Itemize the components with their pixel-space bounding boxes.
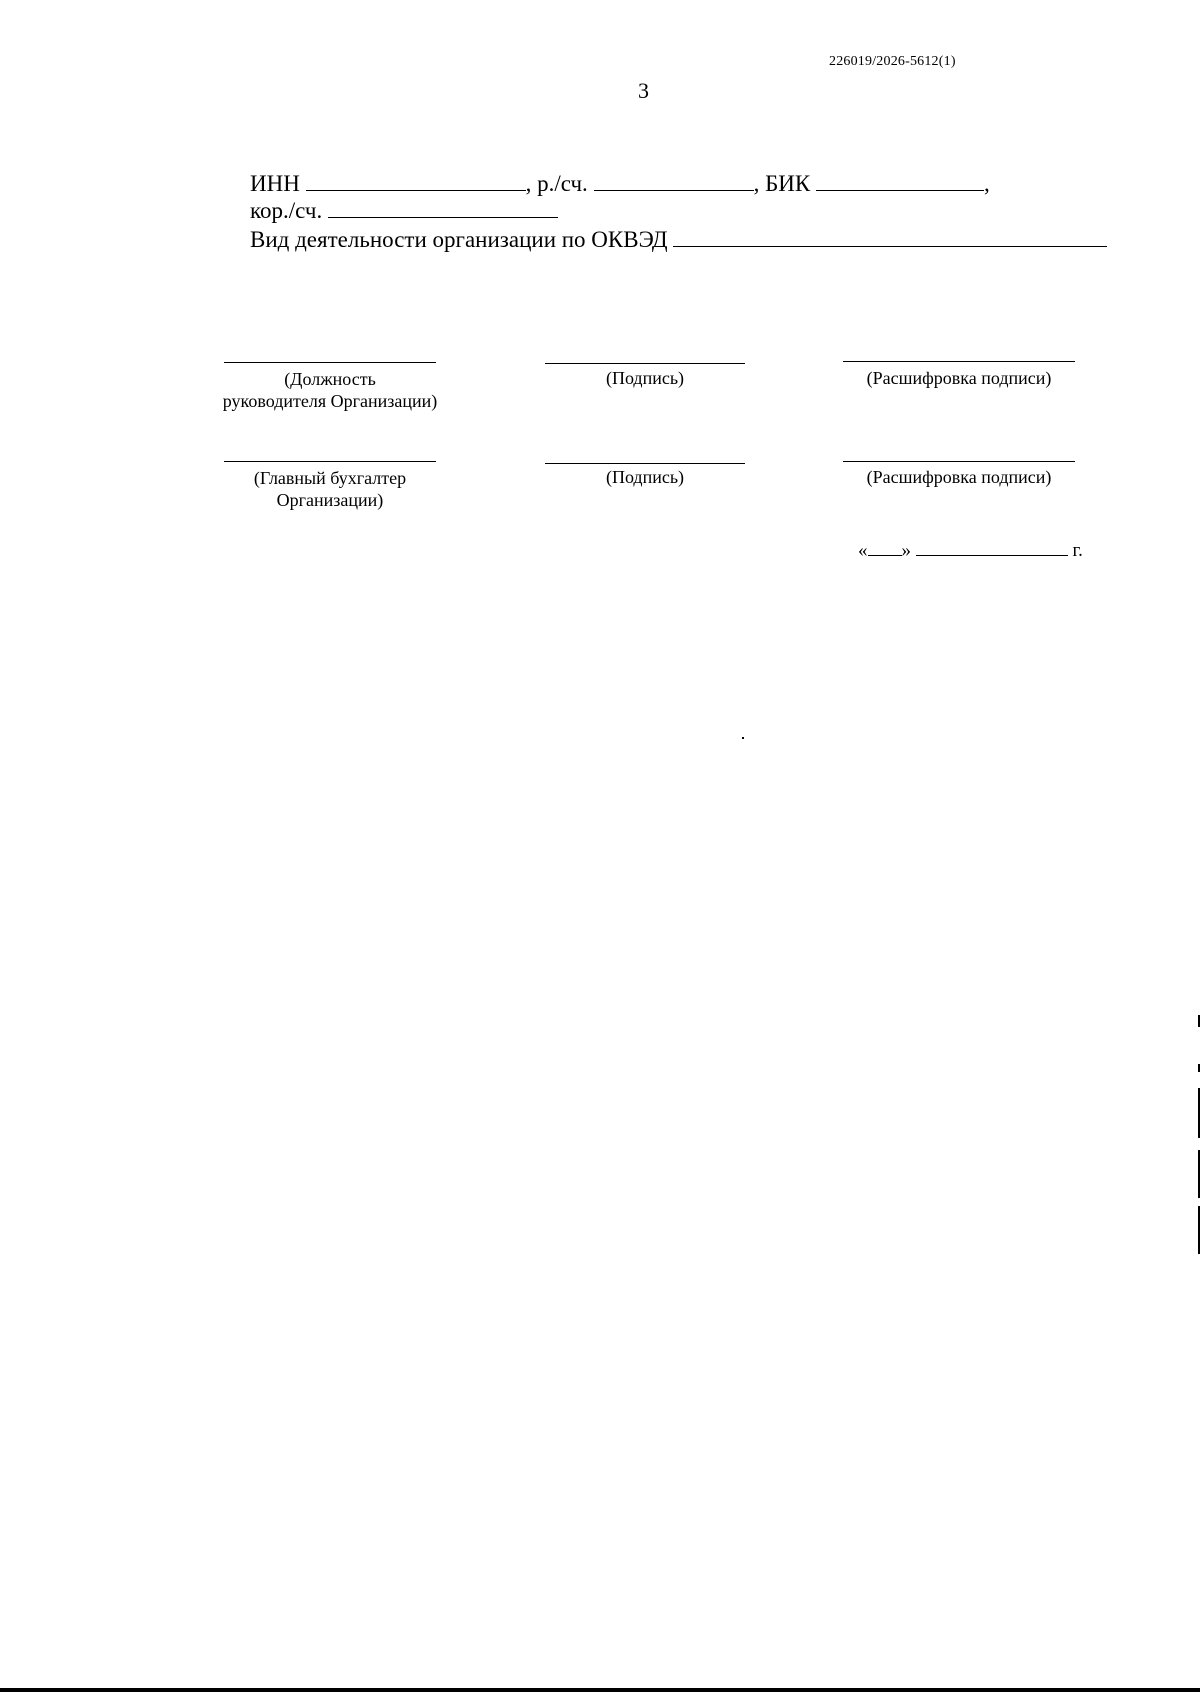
position-caption-1: [200, 368, 460, 412]
position-line-2[interactable]: [224, 461, 436, 462]
position-line-1[interactable]: [224, 362, 436, 363]
date-open-quote: «: [858, 540, 868, 561]
corr-account-blank[interactable]: [328, 197, 558, 218]
account-blank[interactable]: [594, 170, 754, 191]
position-caption-1-line2: руководителя Организации): [222, 391, 438, 411]
page-number: 3: [638, 78, 649, 103]
position-caption-1-line1: (Должность: [284, 369, 376, 389]
decoding-caption-2: (Расшифровка подписи): [866, 467, 1052, 487]
inn-label: ИНН: [250, 171, 300, 196]
scan-speck: [742, 737, 744, 739]
date-row: [858, 539, 1083, 562]
okved-label: Вид деятельности организации по ОКВЭД: [250, 227, 668, 252]
corr-account-label: кор./сч.: [250, 198, 323, 223]
decoding-line-1[interactable]: [843, 361, 1075, 362]
inn-account-bik-row: [250, 170, 990, 197]
position-caption-2-line2: Организации): [276, 490, 384, 510]
bik-label: , БИК: [753, 171, 811, 196]
scan-bottom-edge: [0, 1688, 1200, 1692]
date-close-quote: »: [901, 540, 911, 561]
month-blank[interactable]: [916, 539, 1068, 556]
position-caption-2-line1: (Главный бухгалтер: [253, 468, 407, 488]
decoding-caption-1: (Расшифровка подписи): [866, 368, 1052, 388]
inn-blank[interactable]: [306, 170, 526, 191]
year-suffix: г.: [1072, 540, 1083, 561]
account-label: , р./сч.: [525, 171, 588, 196]
bik-blank[interactable]: [816, 170, 984, 191]
corr-account-row: [250, 197, 558, 224]
document-number: 226019/2026-5612(1): [829, 54, 956, 69]
trailing-comma: ,: [983, 171, 990, 196]
signature-line-2[interactable]: [545, 463, 745, 464]
signature-line-1[interactable]: [545, 363, 745, 364]
position-caption-2: [200, 467, 460, 511]
signature-caption-2: (Подпись): [605, 467, 685, 487]
okved-row: [250, 226, 1107, 253]
okved-blank[interactable]: [673, 226, 1107, 247]
decoding-line-2[interactable]: [843, 461, 1075, 462]
day-blank[interactable]: [868, 539, 902, 556]
signature-caption-1: (Подпись): [605, 368, 685, 388]
